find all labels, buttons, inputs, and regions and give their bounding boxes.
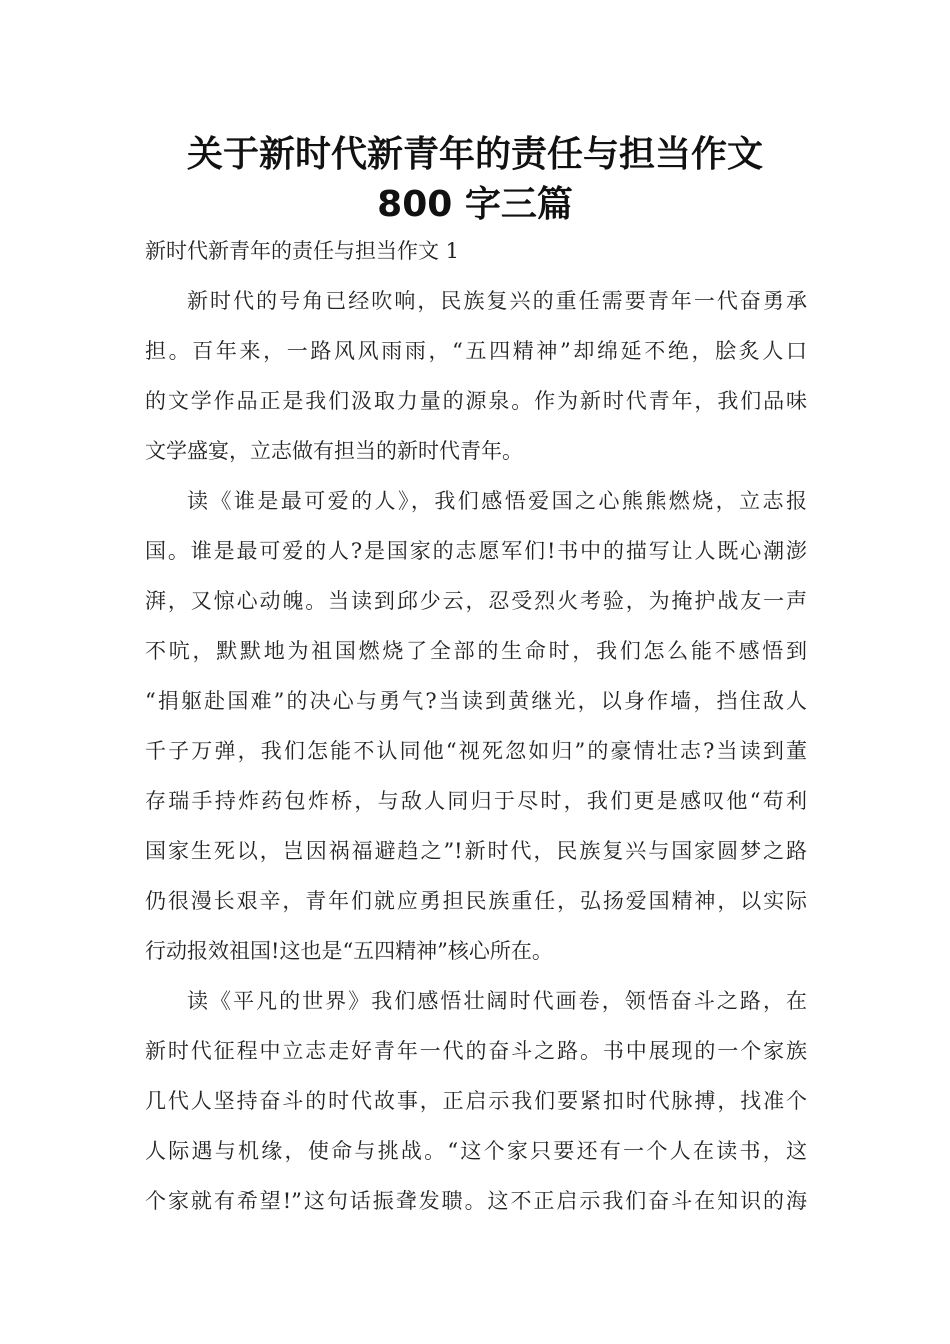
paragraph-3-line-4: 人际遇与机缘，使命与挑战。“这个家只要还有一个人在读书，这 xyxy=(145,1139,807,1163)
paragraph-1-line-3: 的文学作品正是我们汲取力量的源泉。作为新时代青年，我们品味 xyxy=(145,389,807,413)
paragraph-3-line-2: 新时代征程中立志走好青年一代的奋斗之路。书中展现的一个家族 xyxy=(145,1039,807,1063)
paragraph-1-line-2: 担。百年来，一路风风雨雨，“五四精神”却绵延不绝，脍炙人口 xyxy=(145,339,807,363)
paragraph-2-line-3: 湃，又惊心动魄。当读到邱少云，忍受烈火考验，为掩护战友一声 xyxy=(145,589,807,613)
paragraph-1-line-4: 文学盛宴，立志做有担当的新时代青年。 xyxy=(145,439,523,463)
document-title-line-1: 关于新时代新青年的责任与担当作文 xyxy=(186,134,763,175)
section-heading: 新时代新青年的责任与担当作文 1 xyxy=(145,239,460,263)
paragraph-3-line-3: 几代人坚持奋斗的时代故事，正启示我们要紧扣时代脉搏，找准个 xyxy=(145,1089,807,1113)
paragraph-2-line-9: 仍很漫长艰辛，青年们就应勇担民族重任，弘扬爱国精神，以实际 xyxy=(145,889,807,913)
paragraph-2-line-6: 千子万弹，我们怎能不认同他“视死忽如归”的豪情壮志?当读到董 xyxy=(145,739,807,763)
paragraph-2-line-1: 读《谁是最可爱的人》，我们感悟爱国之心熊熊燃烧，立志报 xyxy=(187,489,807,513)
paragraph-2-line-4: 不吭，默默地为祖国燃烧了全部的生命时，我们怎么能不感悟到 xyxy=(145,639,807,663)
paragraph-2-line-5: “捐躯赴国难”的决心与勇气?当读到黄继光，以身作墙，挡住敌人 xyxy=(145,689,807,713)
paragraph-3-line-1: 读《平凡的世界》我们感悟壮阔时代画卷，领悟奋斗之路，在 xyxy=(187,989,807,1013)
document-title-line-2: 800 字三篇 xyxy=(377,184,573,225)
paragraph-2-line-10: 行动报效祖国!这也是“五四精神”核心所在。 xyxy=(145,939,553,963)
paragraph-1-line-1: 新时代的号角已经吹响，民族复兴的重任需要青年一代奋勇承 xyxy=(187,289,807,313)
paragraph-2-line-8: 国家生死以，岂因祸福避趋之”!新时代，民族复兴与国家圆梦之路 xyxy=(145,839,807,863)
paragraph-2-line-2: 国。谁是最可爱的人?是国家的志愿军们!书中的描写让人既心潮澎 xyxy=(145,539,807,563)
paragraph-3-line-5: 个家就有希望!”这句话振聋发聩。这不正启示我们奋斗在知识的海 xyxy=(145,1189,807,1213)
paragraph-2-line-7: 存瑞手持炸药包炸桥，与敌人同归于尽时，我们更是感叹他“苟利 xyxy=(145,789,807,813)
